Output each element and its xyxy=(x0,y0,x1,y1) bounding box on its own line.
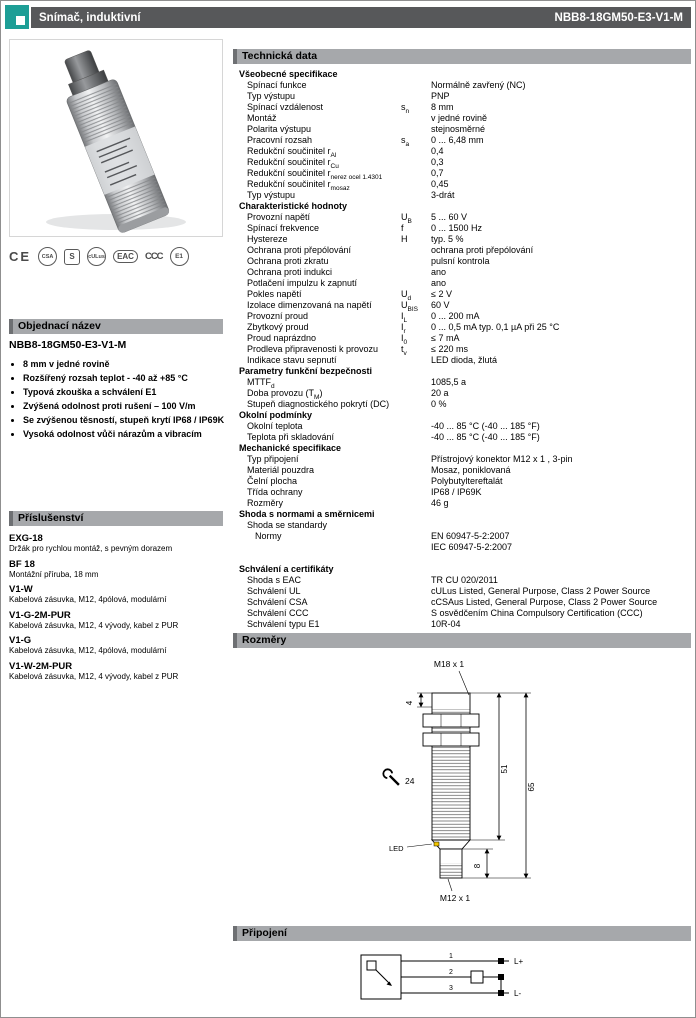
row-label: Shoda s EAC xyxy=(247,575,302,585)
row-value: IP68 / IP69K xyxy=(431,487,482,497)
table-row xyxy=(239,388,689,399)
table-row xyxy=(239,520,689,531)
row-symbol: $U_d$ xyxy=(401,289,412,302)
table-row xyxy=(239,333,689,344)
row-label: Schválení CSA xyxy=(247,597,308,607)
accessory-name: V1-W-2M-PUR xyxy=(9,660,73,672)
table-row xyxy=(239,168,689,179)
row-value: 0 % xyxy=(431,399,447,409)
row-value: cCSAus Listed, General Purpose, Class 2 Power Source xyxy=(431,597,658,607)
row-label: Redukční součinitel $r_{Al}$ xyxy=(247,146,337,159)
row-label: Typ výstupu xyxy=(247,190,296,200)
accessory-name: V1-G-2M-PUR xyxy=(9,609,71,621)
e1-mark-icon: E1 xyxy=(170,247,189,266)
row-value: ano xyxy=(431,267,447,277)
row-value: -40 ... 85 °C (-40 ... 185 °F) xyxy=(431,432,540,442)
row-label: Doba provozu $(T_M)$ xyxy=(247,388,323,401)
technical-table xyxy=(239,69,689,630)
row-label: Normy xyxy=(255,531,282,541)
table-section-title: Parametry funkční bezpečnosti xyxy=(239,366,373,376)
row-label: Izolace dimenzovaná na napětí xyxy=(247,300,372,310)
row-label: Potlačení impulzu k zapnutí xyxy=(247,278,358,288)
row-value: 0 ... 6,48 mm xyxy=(431,135,484,145)
table-row xyxy=(239,113,689,124)
row-value: ≤ 220 ms xyxy=(431,344,468,354)
connection-diagram xyxy=(349,945,579,1013)
row-value: pulsní kontrola xyxy=(431,256,490,266)
row-label: Provozní proud xyxy=(247,311,309,321)
row-value: v jedné rovině xyxy=(431,113,488,123)
row-value: typ. 5 % xyxy=(431,234,464,244)
terminal-2 xyxy=(498,974,504,980)
row-value: Přístrojový konektor M12 x 1 , 3-pin xyxy=(431,454,573,464)
table-row xyxy=(239,234,689,245)
row-symbol: $I_0$ xyxy=(401,333,408,346)
row-label: Montáž xyxy=(247,113,277,123)
header-bar xyxy=(31,7,691,28)
row-value: EN 60947-5-2:2007 IEC 60947-5-2:2007 xyxy=(431,531,513,552)
eac-mark-icon: EAC xyxy=(113,250,138,263)
table-row xyxy=(239,432,689,443)
table-row xyxy=(239,355,689,366)
accessory-name: V1-W xyxy=(9,584,33,595)
row-value: 1085,5 a xyxy=(431,377,467,387)
accessories-list xyxy=(9,533,221,686)
table-row xyxy=(239,256,689,267)
pin-1-label: 1 xyxy=(449,953,453,960)
row-label: Polarita výstupu xyxy=(247,124,312,134)
row-value: 0,7 xyxy=(431,168,444,178)
row-label: Typ výstupu xyxy=(247,91,296,101)
technical-heading: Technická data xyxy=(233,49,691,64)
feature-item: • Vysoká odolnost vůči nárazům a vibracím xyxy=(23,429,233,439)
ul-mark-icon: cULus xyxy=(87,247,106,266)
connection-heading: Připojení xyxy=(233,926,691,941)
table-row xyxy=(239,311,689,322)
dim-51-label: 51 xyxy=(500,764,509,774)
dim-thread-top-label: M18 x 1 xyxy=(433,659,465,669)
table-row xyxy=(239,245,689,256)
table-section-title: Shoda s normami a směrnicemi xyxy=(239,509,375,519)
row-label: Stupeň diagnostického pokrytí (DC) xyxy=(247,399,390,409)
row-label: Ochrana proti zkratu xyxy=(247,256,329,266)
dim-wrench-size-label: 24 xyxy=(405,776,415,786)
row-label: Typ připojení xyxy=(247,454,299,464)
table-row xyxy=(239,476,689,487)
led-label: LED xyxy=(389,844,404,853)
ccc-mark-icon: CCC xyxy=(144,251,163,262)
dim-65-label: 65 xyxy=(527,782,536,792)
table-row xyxy=(239,498,689,509)
row-label: Spínací frekvence xyxy=(247,223,320,233)
dim-4-label: 4 xyxy=(405,700,414,706)
wrench-flat-icon xyxy=(382,768,403,789)
table-row xyxy=(239,344,689,355)
table-row xyxy=(239,421,689,432)
table-row xyxy=(239,377,689,388)
load-symbol xyxy=(471,971,483,983)
table-row xyxy=(239,80,689,91)
row-value: cULus Listed, General Purpose, Class 2 Power Source xyxy=(431,586,651,596)
supply-minus-label: L- xyxy=(514,989,522,998)
csa-mark-icon: CSA xyxy=(38,247,57,266)
row-value: 3-drát xyxy=(431,190,455,200)
row-value: 10R-04 xyxy=(431,619,461,629)
row-label: $MTTF_d$ xyxy=(247,377,275,390)
row-value: Mosaz, poniklovaná xyxy=(431,465,511,475)
row-value: ochrana proti přepólování xyxy=(431,245,534,255)
row-label: Shoda se standardy xyxy=(247,520,328,530)
dim-thread-bottom-label: M12 x 1 xyxy=(439,893,471,903)
row-value: 5 ... 60 V xyxy=(431,212,468,222)
pin-2-label: 2 xyxy=(449,969,453,976)
table-row xyxy=(239,399,689,410)
brand-logo-mark xyxy=(16,16,25,25)
row-value: S osvědčením China Compulsory Certification (CCC) xyxy=(431,608,643,618)
row-label: Teplota při skladování xyxy=(247,432,335,442)
connection-diagram-svg xyxy=(349,945,579,1013)
table-row xyxy=(239,322,689,333)
row-label: Redukční součinitel $r_{mosaz}$ xyxy=(247,179,350,192)
row-symbol: H xyxy=(401,234,408,244)
row-label: Redukční součinitel $r_{nerez ocel 1.4301}$ xyxy=(247,168,383,181)
row-value: Polybutyltereftalát xyxy=(431,476,503,486)
row-label: Spínací vzdálenost xyxy=(247,102,324,112)
dim-8-label: 8 xyxy=(473,863,482,869)
table-row xyxy=(239,586,689,597)
terminal-3 xyxy=(498,990,504,996)
feature-item: • 8 mm v jedné rovině xyxy=(23,359,233,369)
row-value: 0,45 xyxy=(431,179,449,189)
feature-item: • Zvýšená odolnost proti rušení – 100 V/m xyxy=(23,401,233,411)
feature-list xyxy=(9,359,233,443)
row-value: 46 g xyxy=(431,498,449,508)
table-row xyxy=(239,278,689,289)
table-row xyxy=(239,146,689,157)
accessory-name: V1-G xyxy=(9,635,32,646)
table-row xyxy=(239,135,689,146)
product-number-title: NBB8-18GM50-E3-V1-M xyxy=(554,11,683,24)
row-label: Schválení CCC xyxy=(247,608,309,618)
table-row xyxy=(239,531,689,553)
row-label: Proud naprázdno xyxy=(247,333,317,343)
row-label: Schválení UL xyxy=(247,586,301,596)
dimension-drawing xyxy=(331,653,601,915)
table-row xyxy=(239,223,689,234)
feature-item: • Se zvýšenou těsností, stupeň krytí IP68 / IP69K xyxy=(23,415,233,425)
table-row xyxy=(239,124,689,135)
dimension-drawing-svg xyxy=(331,653,601,915)
row-symbol: $I_L$ xyxy=(401,311,408,324)
accessory-desc: Kabelová zásuvka, M12, 4 vývody, kabel z PUR xyxy=(9,620,179,630)
table-row xyxy=(239,619,689,630)
terminal-1 xyxy=(498,958,504,964)
row-value: stejnosměrné xyxy=(431,124,486,134)
row-label: Ochrana proti přepólování xyxy=(247,245,352,255)
row-label: Schválení typu E1 xyxy=(247,619,320,629)
row-label: Pracovní rozsah xyxy=(247,135,313,145)
row-value: 0 ... 0,5 mA typ. 0,1 µA při 25 °C xyxy=(431,322,560,332)
table-row xyxy=(239,575,689,586)
row-value: 60 V xyxy=(431,300,450,310)
accessory-desc: Držák pro rychlou montáž, s pevným dorazem xyxy=(9,544,173,553)
feature-item: • Rozšířený rozsah teplot - -40 až +85 °C xyxy=(23,373,233,383)
row-label: Ochrana proti indukci xyxy=(247,267,333,277)
led-indicator xyxy=(434,842,439,846)
supply-plus-label: L+ xyxy=(514,957,524,966)
row-label: Čelní plocha xyxy=(247,476,298,486)
table-section-title: Okolní podmínky xyxy=(239,410,313,420)
table-section-title: Charakteristické hodnoty xyxy=(239,201,348,211)
row-symbol: $t_v$ xyxy=(401,344,407,357)
accessory-desc: Kabelová zásuvka, M12, 4pólová, modulární xyxy=(9,595,167,604)
part-number: NBB8-18GM50-E3-V1-M xyxy=(9,339,127,351)
row-label: Indikace stavu sepnutí xyxy=(247,355,337,365)
table-row xyxy=(239,454,689,465)
row-label: Provozní napětí xyxy=(247,212,311,222)
row-symbol: $I_r$ xyxy=(401,322,406,335)
row-label: Pokles napětí xyxy=(247,289,302,299)
row-value: 0,4 xyxy=(431,146,444,156)
row-value: 8 mm xyxy=(431,102,454,112)
row-symbol: $s_n$ xyxy=(401,102,410,115)
table-row xyxy=(239,300,689,311)
accessory-name: BF 18 xyxy=(9,558,35,570)
ce-mark-icon: CE xyxy=(9,249,32,264)
table-gap xyxy=(239,553,689,564)
row-value: PNP xyxy=(431,91,450,101)
accessory-desc: Kabelová zásuvka, M12, 4 vývody, kabel z PUR xyxy=(9,671,179,681)
table-row xyxy=(239,465,689,476)
row-value: TR CU 020/2011 xyxy=(431,575,498,585)
row-value: 20 a xyxy=(431,388,449,398)
table-section-title: Všeobecné specifikace xyxy=(239,69,338,79)
certification-row xyxy=(9,244,223,269)
table-section-title: Schválení a certifikáty xyxy=(239,564,334,574)
dimensions-heading: Rozměry xyxy=(233,633,691,648)
table-section-title: Mechanické specifikace xyxy=(239,443,342,453)
table-row xyxy=(239,91,689,102)
brand-logo xyxy=(5,5,29,29)
table-row xyxy=(239,597,689,608)
table-row xyxy=(239,212,689,223)
table-row xyxy=(239,190,689,201)
row-value: ≤ 2 V xyxy=(431,289,452,299)
row-label: Prodleva připravenosti k provozu xyxy=(247,344,379,354)
row-label: Zbytkový proud xyxy=(247,322,309,332)
s-mark-icon: S xyxy=(64,249,80,265)
table-row xyxy=(239,487,689,498)
accessories-heading: Příslušenství xyxy=(9,511,223,526)
table-row xyxy=(239,608,689,619)
row-value: 0 ... 1500 Hz xyxy=(431,223,483,233)
row-value: LED dioda, žlutá xyxy=(431,355,498,365)
row-value: 0,3 xyxy=(431,157,444,167)
row-label: Třída ochrany xyxy=(247,487,303,497)
row-label: Okolní teplota xyxy=(247,421,303,431)
row-label: Materiál pouzdra xyxy=(247,465,315,475)
table-row xyxy=(239,102,689,113)
product-category-title: Snímač, induktivní xyxy=(39,11,141,24)
row-label: Spínací funkce xyxy=(247,80,307,90)
row-value: ano xyxy=(431,278,447,288)
row-label: Redukční součinitel $r_{Cu}$ xyxy=(247,157,339,170)
row-value: Normálně zavřený (NC) xyxy=(431,80,526,90)
table-row xyxy=(239,179,689,190)
row-label: Rozměry xyxy=(247,498,284,508)
feature-item: • Typová zkouška a schválení E1 xyxy=(23,387,233,397)
accessory-name: EXG-18 xyxy=(9,533,43,544)
sensor-photo-illustration xyxy=(10,40,222,236)
row-symbol: $U_{BIS}$ xyxy=(401,300,418,313)
row-value: 0 ... 200 mA xyxy=(431,311,480,321)
row-symbol: $s_a$ xyxy=(401,135,410,148)
pin-3-label: 3 xyxy=(449,985,453,992)
ordering-heading: Objednací název xyxy=(9,319,223,334)
product-photo xyxy=(9,39,223,237)
table-row xyxy=(239,289,689,300)
row-symbol: $U_B$ xyxy=(401,212,412,225)
row-value: -40 ... 85 °C (-40 ... 185 °F) xyxy=(431,421,540,431)
table-row xyxy=(239,267,689,278)
row-symbol: f xyxy=(401,223,404,233)
accessory-desc: Montážní příruba, 18 mm xyxy=(9,569,99,579)
accessory-desc: Kabelová zásuvka, M12, 4pólová, modulární xyxy=(9,646,167,655)
table-row xyxy=(239,157,689,168)
row-value: ≤ 7 mA xyxy=(431,333,460,343)
row-label: Hystereze xyxy=(247,234,288,244)
